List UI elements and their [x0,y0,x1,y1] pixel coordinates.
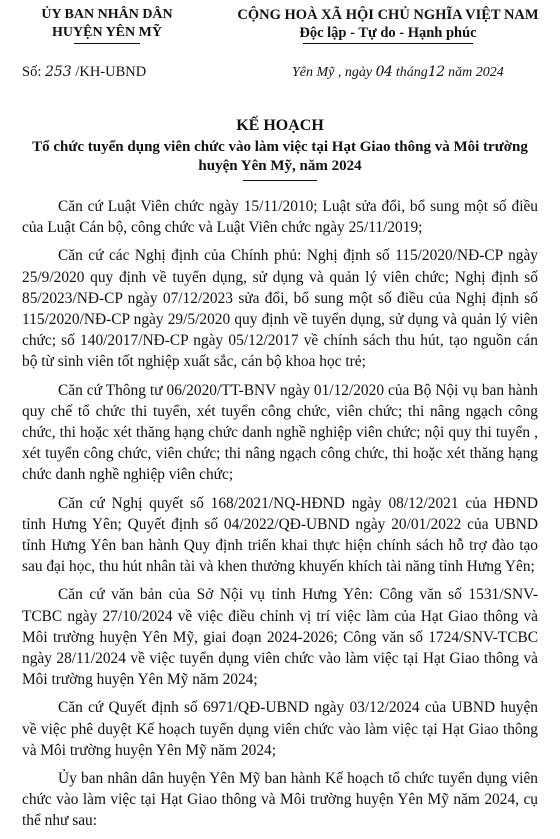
date-year: năm 2024 [444,65,504,80]
paragraph: Căn cứ các Nghị định của Chính phủ: Nghị định số 115/2020/NĐ-CP ngày 25/9/2020 quy định về tuyển dụng, sử dụng và quản lý viên chức; Nghị định số 85/2023/NĐ-CP ngày 07/12/2023 sửa đổi, bổ sung một số điều của Nghị định số 115/2020/NĐ-CP ngày 29/5/2020 quy định về tuyển dụng, sử dụng và quản lý viên chức; số 140/2017/NĐ-CP ngày 05/12/2017 về chính sách thu hút, tạo nguồn cán bộ từ sinh viên tốt nghiệp xuất sắc, cán bộ khoa học trẻ; [22,247,538,371]
doc-number-suffix: /KH-UBND [71,64,147,80]
paragraph: Ủy ban nhân dân huyện Yên Mỹ ban hành Kế hoạch tổ chức tuyển dụng viên chức vào làm việc tại Hạt Giao thông và Môi trường huyện Yên Mỹ năm 2024, cụ thể như sau: [22,770,538,830]
national-motto [222,6,554,44]
doc-number-prefix: Số: [22,64,45,80]
authority-line-2: HUYỆN YÊN MỸ [52,25,162,40]
paragraph: Căn cứ văn bản của Sở Nội vụ tỉnh Hưng Yên: Công văn số 1531/SNV-TCBC ngày 27/10/2024 về việc điều chỉnh vị trí việc làm của Hạt Giao thông và Môi trường huyện Yên Mỹ, giai đoạn 2024-2026; Công văn số 1724/SNV-TCBC ngày 28/11/2024 về việc tuyển dụng viên chức vào làm việc tại Hạt Giao thông và Môi trường huyện Yên Mỹ năm 2024; [22,586,538,689]
document-subtitle: Tổ chức tuyển dụng viên chức vào làm việc tại Hạt Giao thông và Môi trường huyện Yên Mỹ, năm 2024 [32,139,528,174]
paragraph: Căn cứ Luật Viên chức ngày 15/11/2010; Luật sửa đổi, bổ sung một số điều của Luật Cán bộ, công chức và Luật Viên chức ngày 25/11/2019; [22,198,538,237]
paragraph: Căn cứ Nghị quyết số 168/2021/NQ-HĐND ngày 08/12/2021 của HĐND tỉnh Hưng Yên; Quyết định số 04/2022/QĐ-UBND ngày 20/01/2022 của UBND tỉnh Hưng Yên ban hành Quy định triển khai thực hiện chính sách hỗ trợ đào tạo sau đại học, thu hút nhân tài và khen thưởng khuyến khích tài năng tỉnh Hưng Yên; [22,494,538,576]
authority-underline [74,43,140,44]
issuing-authority [0,6,214,44]
document-body [22,196,538,839]
motto: Độc lập - Tự do - Hạnh phúc [299,25,477,41]
date-line [292,64,504,81]
date-month-handwritten: 12 [427,64,445,80]
authority-line-1: ỦY BAN NHÂN DÂN [41,7,173,22]
date-day-handwritten: 04 [375,64,393,80]
document-title: KẾ HOẠCH [236,117,324,134]
motto-underline [303,43,473,44]
doc-number-handwritten: 253 [44,64,72,80]
document-number [22,64,146,81]
subtitle-underline [243,180,317,181]
paragraph: Căn cứ Thông tư 06/2020/TT-BNV ngày 01/12/2020 của Bộ Nội vụ ban hành quy chế tổ chức thi tuyển, xét tuyển công chức, viên chức; thi nâng ngạch công chức, thi hoặc xét thăng hạng chức danh nghề nghiệp viên chức; nội quy thi tuyển , xét tuyển công chức, viên chức; thi nâng ngạch công chức, thi hoặc xét thăng hạng chức danh nghề nghiệp viên chức; [22,381,538,484]
country-name: CỘNG HOÀ XÃ HỘI CHỦ NGHĨA VIỆT NAM [237,7,539,23]
paragraph: Căn cứ Quyết định số 6971/QĐ-UBND ngày 03/12/2024 của UBND huyện về việc phê duyệt Kế hoạch tuyển dụng viên chức vào làm việc tại Hạt Giao thông và Môi trường huyện Yên Mỹ năm 2024; [22,699,538,759]
date-month-label: tháng [392,65,428,80]
date-place: Yên Mỹ , ngày [292,65,376,80]
